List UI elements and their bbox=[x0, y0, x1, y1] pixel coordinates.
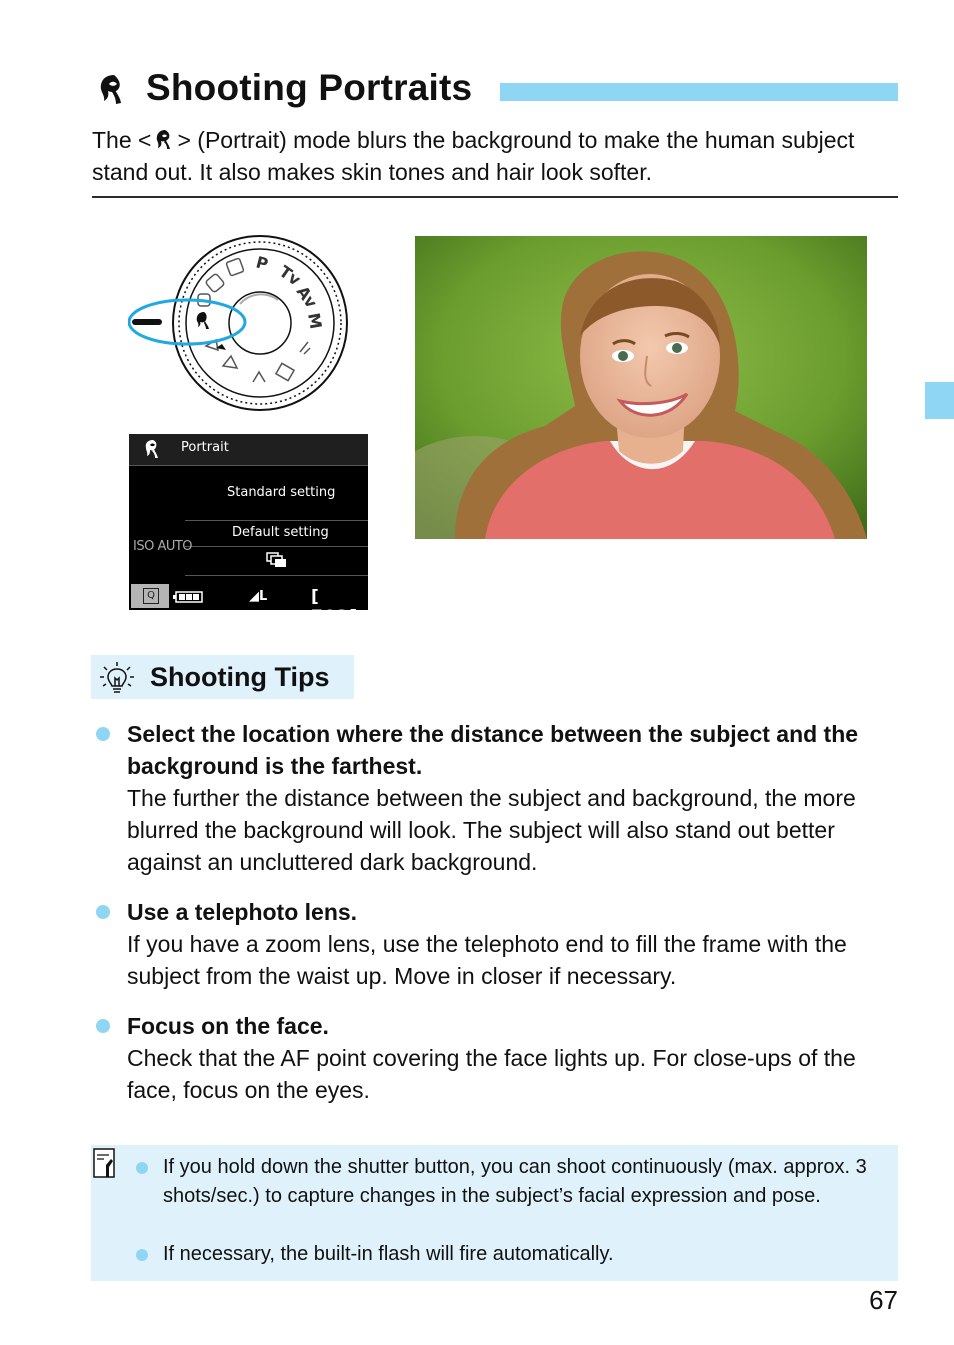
lcd-shots-remaining: [ 703] bbox=[311, 587, 359, 627]
note-text: If necessary, the built-in flash will fire automatically. bbox=[163, 1243, 614, 1265]
memo-note-icon bbox=[92, 1147, 116, 1179]
lcd-quick-control-button: Q bbox=[131, 584, 169, 608]
lightbulb-icon bbox=[99, 661, 135, 695]
shooting-tips-title: Shooting Tips bbox=[150, 662, 330, 692]
portrait-mode-icon bbox=[92, 72, 132, 108]
lcd-image-quality: ◢L bbox=[249, 589, 268, 604]
dial-label-av: Av bbox=[292, 282, 322, 312]
bullet-icon bbox=[136, 1249, 148, 1261]
title-accent-bar bbox=[500, 83, 898, 101]
portrait-mode-inline-icon bbox=[151, 128, 177, 152]
sample-portrait-photo bbox=[415, 236, 867, 539]
mode-dial-icon bbox=[128, 234, 352, 414]
intro-paragraph bbox=[92, 124, 898, 188]
lcd-divider bbox=[185, 520, 368, 521]
tip-description: The further the distance between the subject and background, the more blurred the background will look. The subject will also stand out better against an uncluttered dark background. bbox=[127, 785, 856, 875]
page-title-row bbox=[92, 64, 898, 112]
tip-heading: Focus on the face. bbox=[127, 1013, 329, 1039]
lcd-mode-title: Portrait bbox=[181, 440, 229, 455]
shooting-tips-header bbox=[91, 655, 354, 699]
page-title: Shooting Portraits bbox=[146, 67, 473, 108]
lcd-header bbox=[129, 434, 368, 466]
intro-text-start: The < bbox=[92, 127, 152, 153]
battery-icon bbox=[173, 591, 203, 603]
tip-description: If you have a zoom lens, use the telephoto end to fill the frame with the subject from the waist up. Move in closer if necessary. bbox=[127, 931, 847, 989]
page-number: 67 bbox=[869, 1285, 898, 1315]
tip-heading: Select the location where the distance between the subject and the background is the farthest. bbox=[127, 721, 859, 779]
tip-item bbox=[92, 1010, 898, 1106]
camera-lcd-screen bbox=[129, 434, 368, 627]
lcd-standard-setting: Standard setting bbox=[227, 485, 336, 500]
portrait-mode-lcd-icon bbox=[141, 438, 163, 460]
section-divider bbox=[92, 196, 898, 198]
lcd-iso-auto: ISO AUTO bbox=[133, 539, 193, 554]
lcd-status-bar bbox=[129, 584, 368, 627]
bullet-icon bbox=[96, 1019, 110, 1033]
dial-label-tv: Tv bbox=[275, 261, 305, 290]
continuous-drive-icon bbox=[266, 552, 288, 568]
tip-heading: Use a telephoto lens. bbox=[127, 899, 358, 925]
chapter-side-tab bbox=[925, 382, 954, 419]
tip-description: Check that the AF point covering the face lights up. For close-ups of the face, focus on the eyes. bbox=[127, 1045, 856, 1103]
tip-item bbox=[92, 896, 898, 992]
bullet-icon bbox=[136, 1162, 148, 1174]
tip-item bbox=[92, 718, 898, 878]
dial-label-p: P bbox=[253, 252, 271, 274]
lcd-default-setting: Default setting bbox=[232, 525, 329, 540]
note-item bbox=[163, 1153, 883, 1211]
lcd-divider bbox=[185, 575, 368, 576]
note-text: If you hold down the shutter button, you can shoot continuously (max. approx. 3 shots/sec.) to capture changes in the subject’s facial expression and pose. bbox=[163, 1156, 867, 1207]
note-box bbox=[91, 1145, 898, 1281]
lcd-divider bbox=[185, 546, 368, 547]
intro-text-end: > (Portrait) mode blurs the background to make the human subject stand out. It also makes skin tones and hair look softer. bbox=[92, 127, 855, 185]
bullet-icon bbox=[96, 727, 110, 741]
dial-label-m: M bbox=[304, 311, 326, 331]
note-item bbox=[163, 1240, 883, 1269]
bullet-icon bbox=[96, 905, 110, 919]
